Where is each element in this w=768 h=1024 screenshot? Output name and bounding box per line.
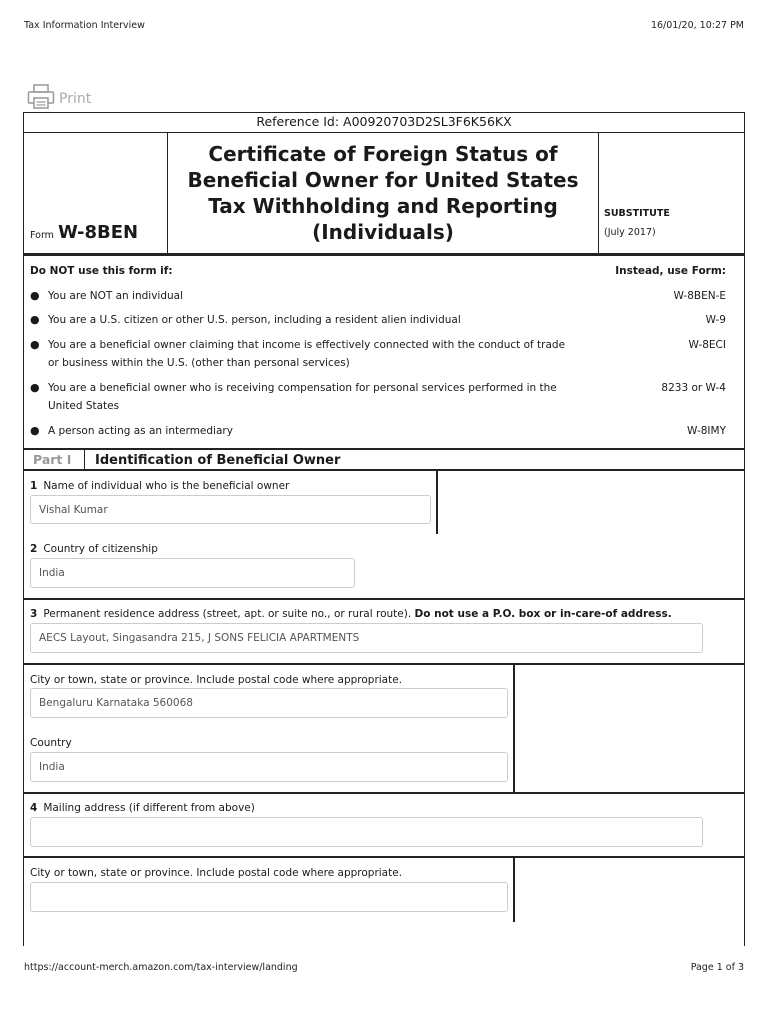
form-title: Certificate of Foreign Status of Beneficial Owner for United States Tax Withholding and Reporting (Individuals) [187,142,579,244]
bullet-icon: ● [30,289,40,302]
mailing-city-label: City or town, state or province. Include postal code where appropriate. [30,867,403,879]
revision-date: (July 2017) [604,227,656,238]
alternate-form: W-8IMY [687,425,726,437]
form-number: W-8BEN [57,222,139,243]
instead-use-header: Instead, use Form: [615,265,726,277]
page-title: Tax Information Interview [24,20,145,31]
address-label: 3 Permanent residence address (street, apt. or suite no., or rural route). Do not use a P.O. box or in-care-of address. [30,608,672,620]
alternate-form: W-9 [705,314,726,326]
divider [23,469,745,471]
divider [23,663,745,665]
print-label: Print [59,91,92,107]
name-field[interactable]: Vishal Kumar [30,495,431,524]
divider [23,598,745,600]
mailing-label: 4 Mailing address (if different from above) [30,802,255,814]
mailing-field[interactable] [30,817,703,847]
name-label: 1 Name of individual who is the beneficial owner [30,480,290,492]
do-not-use-header: Do NOT use this form if: [30,265,173,277]
exclusion-text: You are NOT an individual [48,290,184,302]
printer-icon [27,84,55,114]
city-label: City or town, state or province. Include postal code where appropriate. [30,674,403,686]
part-header [23,450,745,470]
divider [513,858,515,922]
alternate-form: 8233 or W-4 [661,382,726,394]
form-code [30,222,138,243]
bullet-icon: ● [30,338,40,351]
part-tag: Part I [33,450,85,470]
address-field[interactable]: AECS Layout, Singasandra 215, J SONS FELICIA APARTMENTS [30,623,703,653]
list-item [30,336,710,372]
divider [436,470,438,534]
citizenship-label: 2 Country of citizenship [30,543,158,555]
mailing-city-field[interactable] [30,882,508,912]
alternate-form: W-8ECI [688,339,726,351]
form-title-cell [168,133,599,253]
country-label: Country [30,737,72,749]
print-datetime: 16/01/20, 10:27 PM [650,20,744,31]
divider [513,665,515,793]
page-url: https://account-merch.amazon.com/tax-interview/landing [24,962,298,973]
substitute-label: SUBSTITUTE [604,208,670,219]
page-count: Page 1 of 3 [690,962,744,973]
print-button[interactable] [27,84,91,114]
list-item [30,287,710,305]
country-field[interactable]: India [30,752,508,782]
reference-id: Reference Id: A00920703D2SL3F6K56KX [23,112,745,133]
bullet-icon: ● [30,313,40,326]
list-item [30,379,710,415]
exclusion-text: You are a beneficial owner claiming that income is effectively connected with the conduct of trade or business within the U.S. (other than personal services) [48,339,566,369]
divider [23,792,745,794]
divider [23,856,745,858]
divider [23,253,745,256]
bullet-icon: ● [30,424,40,437]
part-title: Identification of Beneficial Owner [95,452,341,468]
bullet-icon: ● [30,381,40,394]
list-item [30,311,710,329]
list-item [30,422,710,440]
city-field[interactable]: Bengaluru Karnataka 560068 [30,688,508,718]
alternate-form: W-8BEN-E [673,290,726,302]
exclusion-text: You are a beneficial owner who is receiving compensation for personal services performed in the United States [48,382,557,412]
citizenship-field[interactable]: India [30,558,355,588]
exclusion-text: You are a U.S. citizen or other U.S. person, including a resident alien individual [48,314,461,326]
substitute-block [604,208,670,238]
form-word: Form [30,230,54,241]
exclusion-text: A person acting as an intermediary [48,425,233,437]
